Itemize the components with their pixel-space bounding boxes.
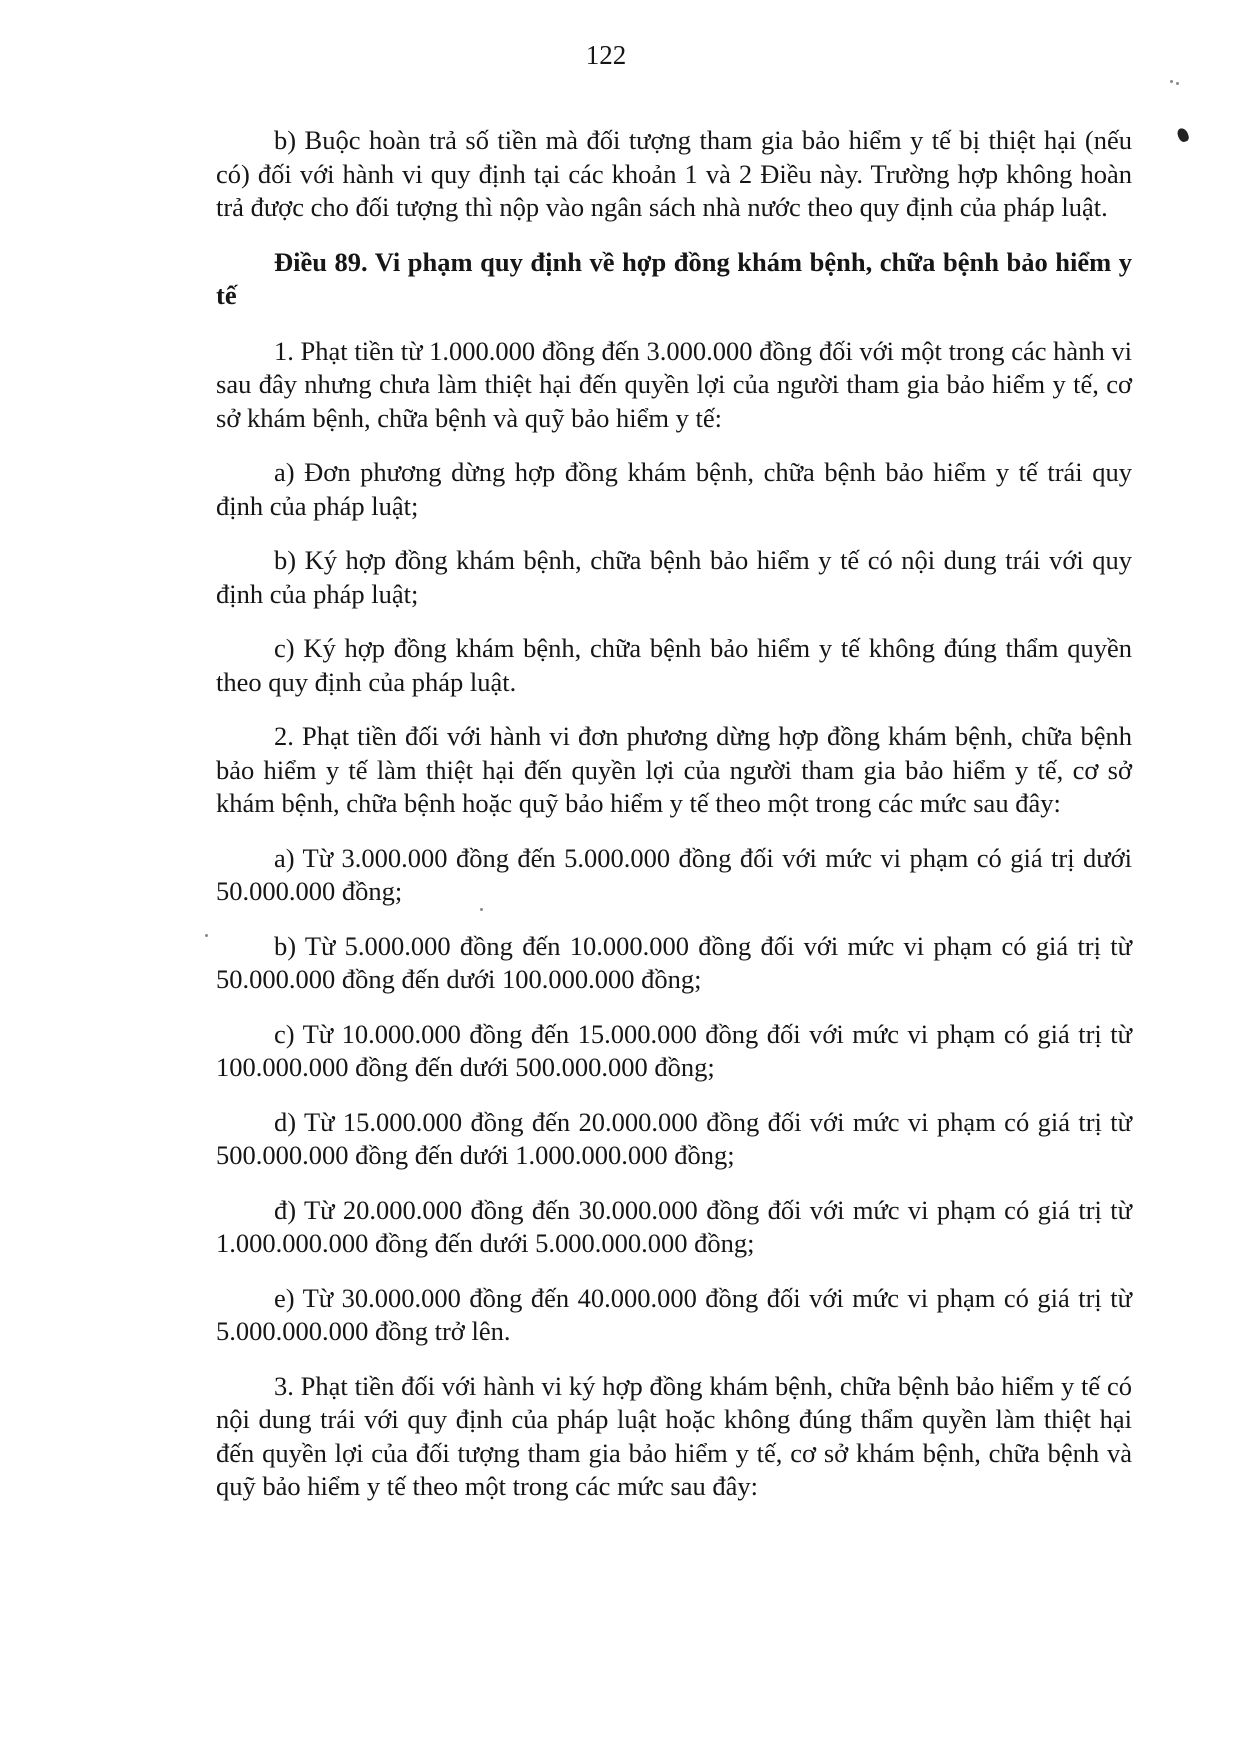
paragraph-remedy-b: b) Buộc hoàn trả số tiền mà đối tượng tham gia bảo hiểm y tế bị thiệt hại (nếu có) đối với hành vi quy định tại các khoản 1 và 2 Điều này. Trường hợp không hoàn trả được cho đối tượng thì nộp vào ngân sách nhà nước theo quy định của pháp luật. <box>216 125 1132 222</box>
scan-speck <box>205 934 208 937</box>
margin-ink-mark <box>1176 127 1190 144</box>
clause-1: 1. Phạt tiền từ 1.000.000 đồng đến 3.000.000 đồng đối với một trong các hành vi sau đây nhưng chưa làm thiệt hại đến quyền lợi của người tham gia bảo hiểm y tế, cơ sở khám bệnh, chữa bệnh và quỹ bảo hiểm y tế: <box>216 335 1132 433</box>
article-89-heading: Điều 89. Vi phạm quy định về hợp đồng khám bệnh, chữa bệnh bảo hiểm y tế <box>216 246 1132 310</box>
scan-speck <box>1176 82 1179 85</box>
clause-3: 3. Phạt tiền đối với hành vi ký hợp đồng khám bệnh, chữa bệnh bảo hiểm y tế có nội dung trái với quy định của pháp luật hoặc không đúng thẩm quyền làm thiệt hại đến quyền lợi của đối tượng tham gia bảo hiểm y tế, cơ sở khám bệnh, chữa bệnh và quỹ bảo hiểm y tế theo một trong các mức sau đây: <box>216 1370 1132 1501</box>
clause-2-point-d: d) Từ 15.000.000 đồng đến 20.000.000 đồng đối với mức vi phạm có giá trị từ 500.000.000 đồng đến dưới 1.000.000.000 đồng; <box>216 1106 1132 1170</box>
document-body <box>216 124 1132 1525</box>
clause-2: 2. Phạt tiền đối với hành vi đơn phương dừng hợp đồng khám bệnh, chữa bệnh bảo hiểm y tế làm thiệt hại đến quyền lợi của người tham gia bảo hiểm y tế, cơ sở khám bệnh, chữa bệnh hoặc quỹ bảo hiểm y tế theo một trong các mức sau đây: <box>216 721 1132 818</box>
clause-1-point-b: b) Ký hợp đồng khám bệnh, chữa bệnh bảo hiểm y tế có nội dung trái với quy định của pháp luật; <box>216 545 1132 609</box>
clause-1-point-a: a) Đơn phương dừng hợp đồng khám bệnh, chữa bệnh bảo hiểm y tế trái quy định của pháp luật; <box>216 457 1132 521</box>
clause-1-point-c: c) Ký hợp đồng khám bệnh, chữa bệnh bảo hiểm y tế không đúng thẩm quyền theo quy định của pháp luật. <box>216 633 1132 697</box>
clause-2-point-a: a) Từ 3.000.000 đồng đến 5.000.000 đồng đối với mức vi phạm có giá trị dưới 50.000.000 đồng; <box>216 842 1132 906</box>
scan-speck <box>1170 80 1173 83</box>
clause-2-point-c: c) Từ 10.000.000 đồng đến 15.000.000 đồng đối với mức vi phạm có giá trị từ 100.000.000 đồng đến dưới 500.000.000 đồng; <box>216 1018 1132 1082</box>
clause-2-point-b: b) Từ 5.000.000 đồng đến 10.000.000 đồng đối với mức vi phạm có giá trị từ 50.000.000 đồng đến dưới 100.000.000 đồng; <box>216 930 1132 994</box>
page-number: 122 <box>585 40 627 70</box>
clause-2-point-dd: đ) Từ 20.000.000 đồng đến 30.000.000 đồng đối với mức vi phạm có giá trị từ 1.000.000.000 đồng đến dưới 5.000.000.000 đồng; <box>216 1194 1132 1258</box>
clause-2-point-e: e) Từ 30.000.000 đồng đến 40.000.000 đồng đối với mức vi phạm có giá trị từ 5.000.000.000 đồng trở lên. <box>216 1282 1132 1346</box>
